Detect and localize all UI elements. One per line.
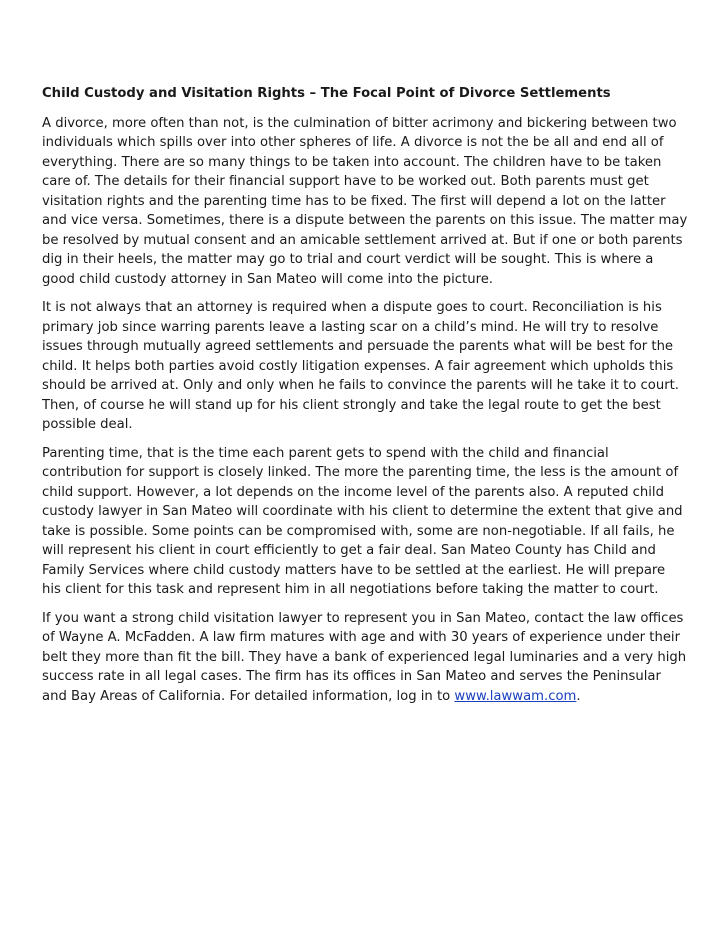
paragraph-2: It is not always that an attorney is required when a dispute goes to court. Reconciliation is his primary job since warring parents leave a lasting scar on a child’s mind. He will try to resolve issues through mutually agreed settlements and persuade the parents what will be best for the child. It helps both parties avoid costly litigation expenses. A fair agreement which upholds this should be arrived at. Only and only when he fails to convince the parents will he take it to court. Then, of course he will stand up for his client strongly and take the legal route to get the best possible deal. (42, 300, 679, 432)
document-title: Child Custody and Visitation Rights – The Focal Point of Divorce Settlements (42, 86, 611, 101)
paragraph-1: A divorce, more often than not, is the culmination of bitter acrimony and bickering between two individuals which spills over into other spheres of life. A divorce is not the be all and end all of everything. There are so many things to be taken into account. The children have to be taken care of. The details for their financial support have to be worked out. Both parents must get visitation rights and the parenting time has to be fixed. The first will depend a lot on the latter and vice versa. Sometimes, there is a dispute between the parents on this issue. The matter may be resolved by mutual consent and an amicable settlement arrived at. But if one or both parents dig in their heels, the matter may go to trial and court verdict will be sought. This is where a good child custody attorney in San Mateo will come into the picture. (42, 115, 688, 287)
paragraph-4 (42, 609, 688, 707)
paragraph-3: Parenting time, that is the time each parent gets to spend with the child and financial contribution for support is closely linked. The more the parenting time, the less is the amount of child support. However, a lot depends on the income level of the parents also. A reputed child custody lawyer in San Mateo will coordinate with his client to determine the extent that give and take is possible. Some points can be compromised with, some are non-negotiable. If all fails, he will represent his client in court efficiently to get a fair deal. San Mateo County has Child and Family Services where child custody matters have to be settled at the earliest. He will prepare his client for this task and represent him in all negotiations before taking the matter to court. (42, 445, 683, 597)
website-link[interactable]: www.lawwam.com (454, 688, 577, 704)
paragraph-4-text: If you want a strong child visitation lawyer to represent you in San Mateo, contact the law offices of Wayne A. McFadden. A law firm matures with age and with 30 years of experience under their belt they more than fit the bill. They have a bank of experienced legal luminaries and a very high success rate in all legal cases. The firm has its offices in San Mateo and serves the Peninsular and Bay Areas of California. For detailed information, log in to (42, 610, 687, 704)
document-page (42, 84, 688, 715)
paragraph-4-end: . (576, 688, 581, 704)
